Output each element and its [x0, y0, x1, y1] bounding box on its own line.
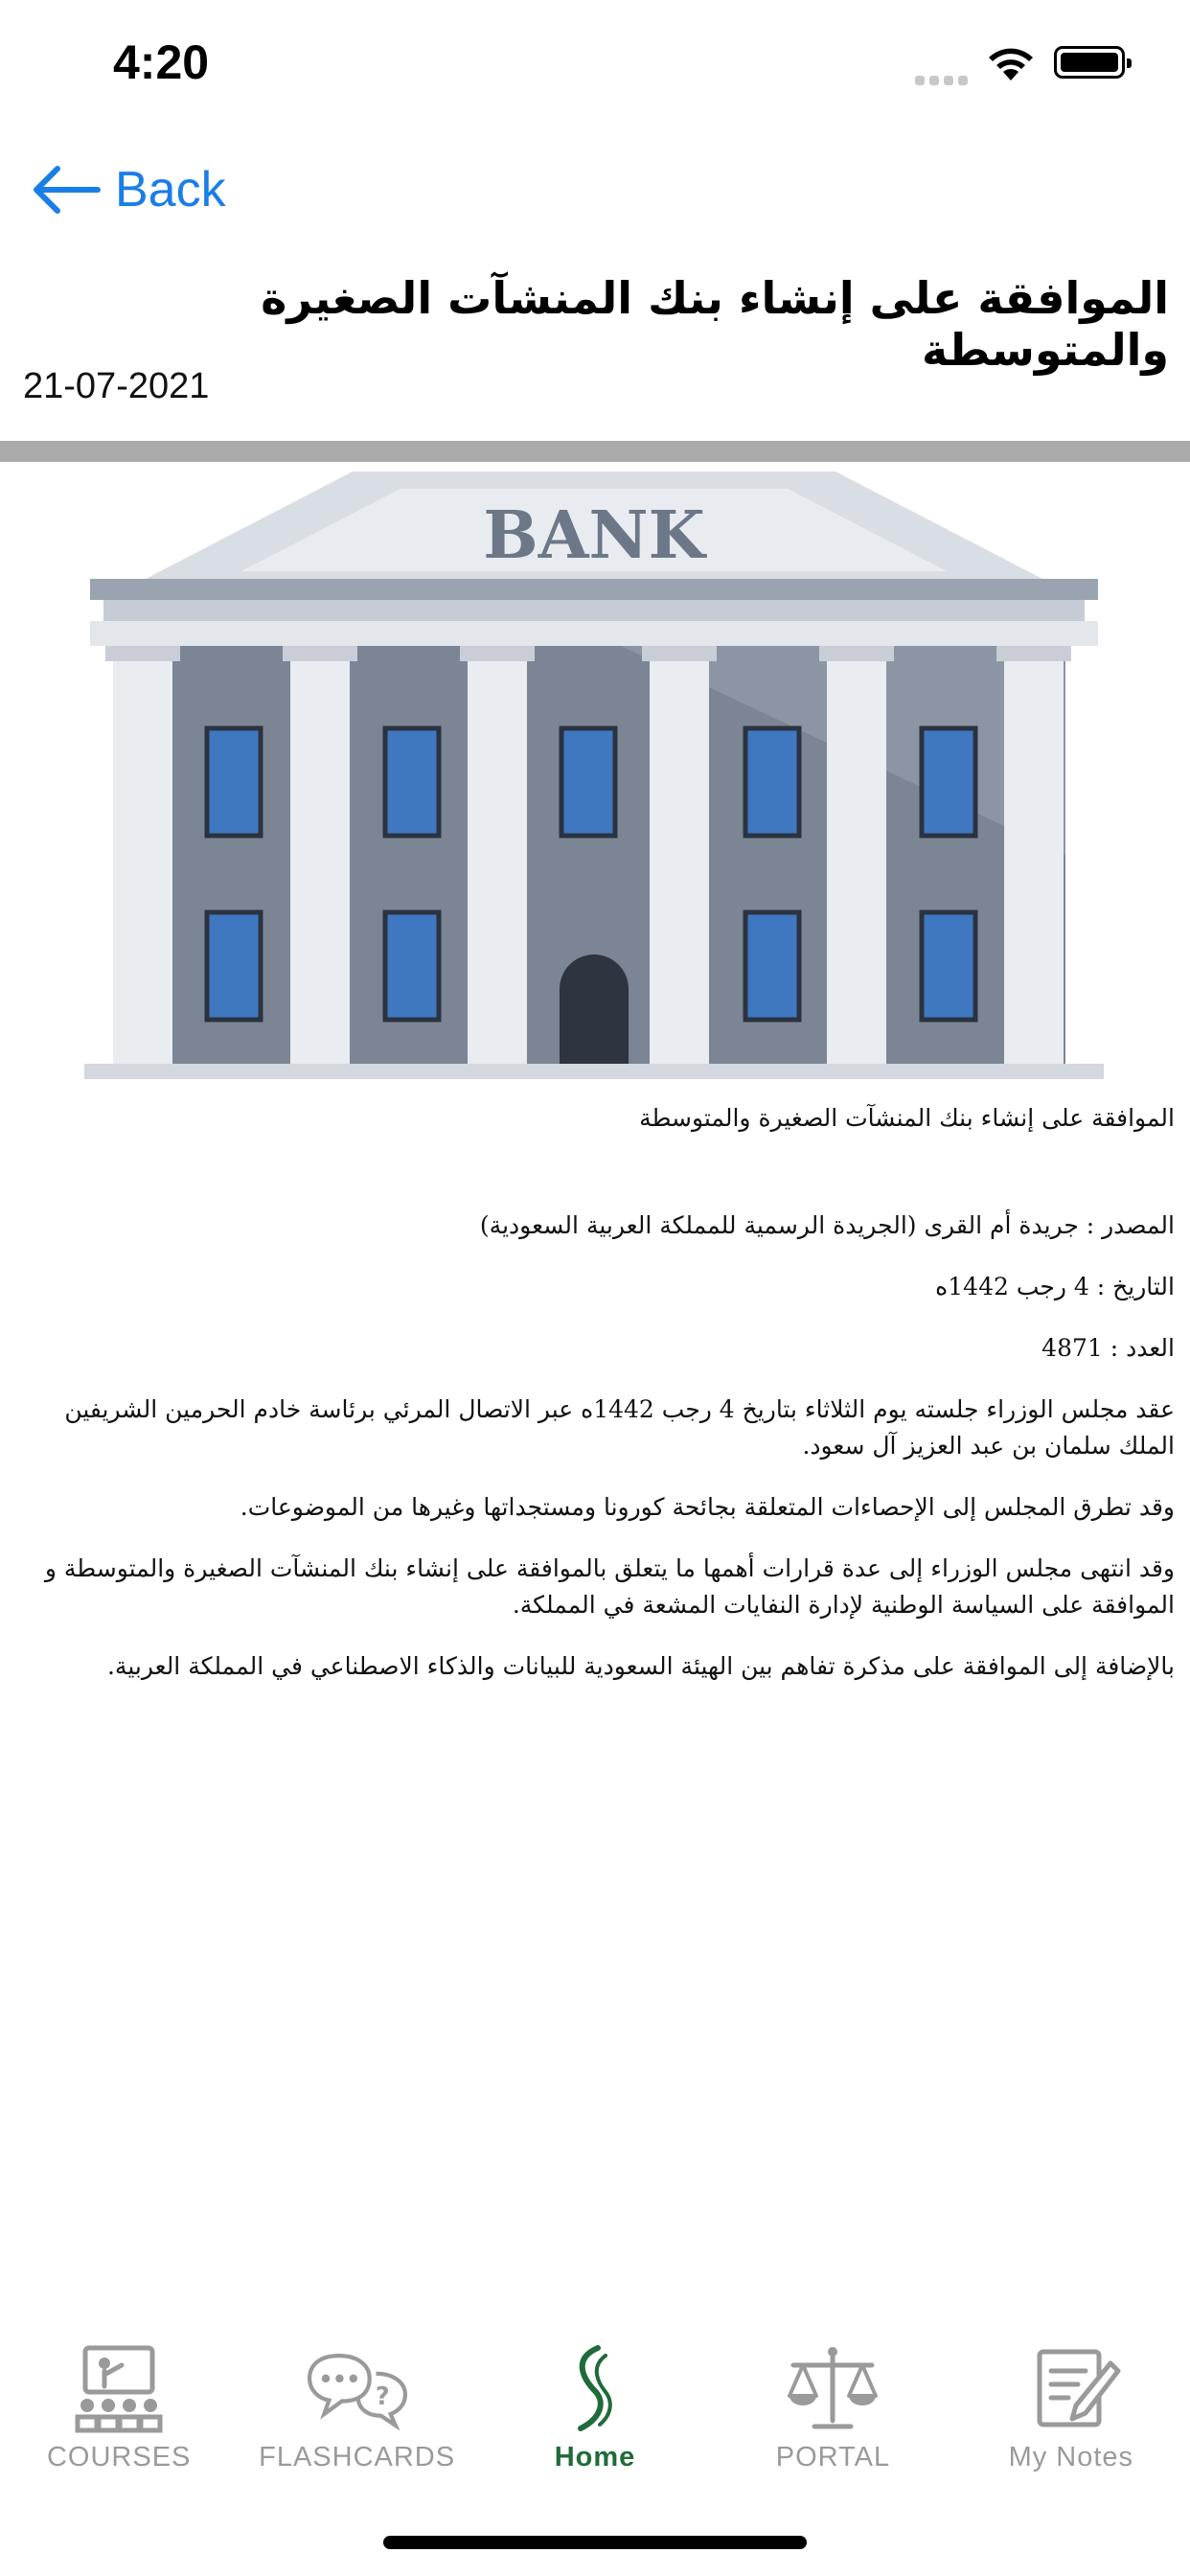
bank-building-image: [84, 472, 1104, 1079]
back-button[interactable]: [29, 161, 226, 218]
article-paragraph: بالإضافة إلى الموافقة على مذكرة تفاهم بين الهيئة السعودية للبيانات والذكاء الاصطناعي في المملكة العربية.: [106, 1652, 1175, 1680]
bank-sign-text: BANK: [483, 497, 705, 574]
status-time: 4:20: [113, 35, 210, 89]
back-label: Back: [115, 162, 226, 218]
article-date: 21-07-2021: [23, 366, 210, 406]
article-paragraph: عقد مجلس الوزراء جلسته يوم الثلاثاء بتاريخ 4 رجب 1442ه عبر الاتصال المرئي برئاسة خادم الحرمين الشريفين الملك سلمان بن عبد العزيز آل سعود.: [64, 1395, 1175, 1460]
article-paragraph: وقد تطرق المجلس إلى الإحصاءات المتعلقة بجائحة كورونا ومستجداتها وغيرها من الموضوعات.: [240, 1493, 1175, 1521]
article-paragraph: المصدر : جريدة أم القرى (الجريدة الرسمية للمملكة العربية السعودية): [479, 1211, 1175, 1239]
tab-label: FLASHCARDS: [259, 2442, 456, 2472]
article-body: [15, 1100, 1175, 1710]
article-paragraph: العدد : 4871: [1041, 1334, 1175, 1362]
article-paragraph: وقد انتهى مجلس الوزراء إلى عدة قرارات أهمها ما يتعلق بالموافقة على إنشاء بنك المنشآت الصغيرة والمتوسطة و الموافقة على السياسة الوطنية لإدارة النفايات المشعة في المملكة.: [44, 1554, 1175, 1619]
tab-flashcards[interactable]: [238, 2329, 475, 2501]
article-title: الموافقة على إنشاء بنك المنشآت الصغيرة والمتوسطة: [261, 272, 1169, 376]
svg-text:?: ?: [375, 2380, 390, 2410]
article-paragraph: الموافقة على إنشاء بنك المنشآت الصغيرة والمتوسطة: [639, 1104, 1175, 1132]
tab-bar: [0, 2329, 1190, 2501]
cellular-signal-icon: [915, 71, 973, 89]
wifi-icon: [985, 42, 1037, 82]
tab-label: PORTAL: [775, 2442, 891, 2472]
scales-icon: [780, 2342, 885, 2434]
tab-portal[interactable]: [714, 2329, 951, 2501]
home-indicator[interactable]: [383, 2536, 807, 2549]
tab-home[interactable]: [476, 2329, 714, 2501]
home-logo-icon: [542, 2342, 648, 2434]
tab-label: My Notes: [1008, 2442, 1134, 2472]
article-paragraph: التاريخ : 4 رجب 1442ه: [935, 1273, 1175, 1300]
chat-bubbles-icon: [305, 2342, 410, 2434]
arrow-left-icon: [29, 161, 102, 218]
tab-label: COURSES: [46, 2442, 192, 2472]
notes-icon: [1018, 2342, 1124, 2434]
tab-label: Home: [554, 2442, 636, 2472]
status-bar: [0, 0, 1190, 125]
tab-my-notes[interactable]: [952, 2329, 1190, 2501]
divider: [0, 441, 1190, 462]
classroom-icon: [66, 2342, 172, 2434]
battery-icon: [1054, 46, 1125, 79]
tab-courses[interactable]: [0, 2329, 238, 2501]
